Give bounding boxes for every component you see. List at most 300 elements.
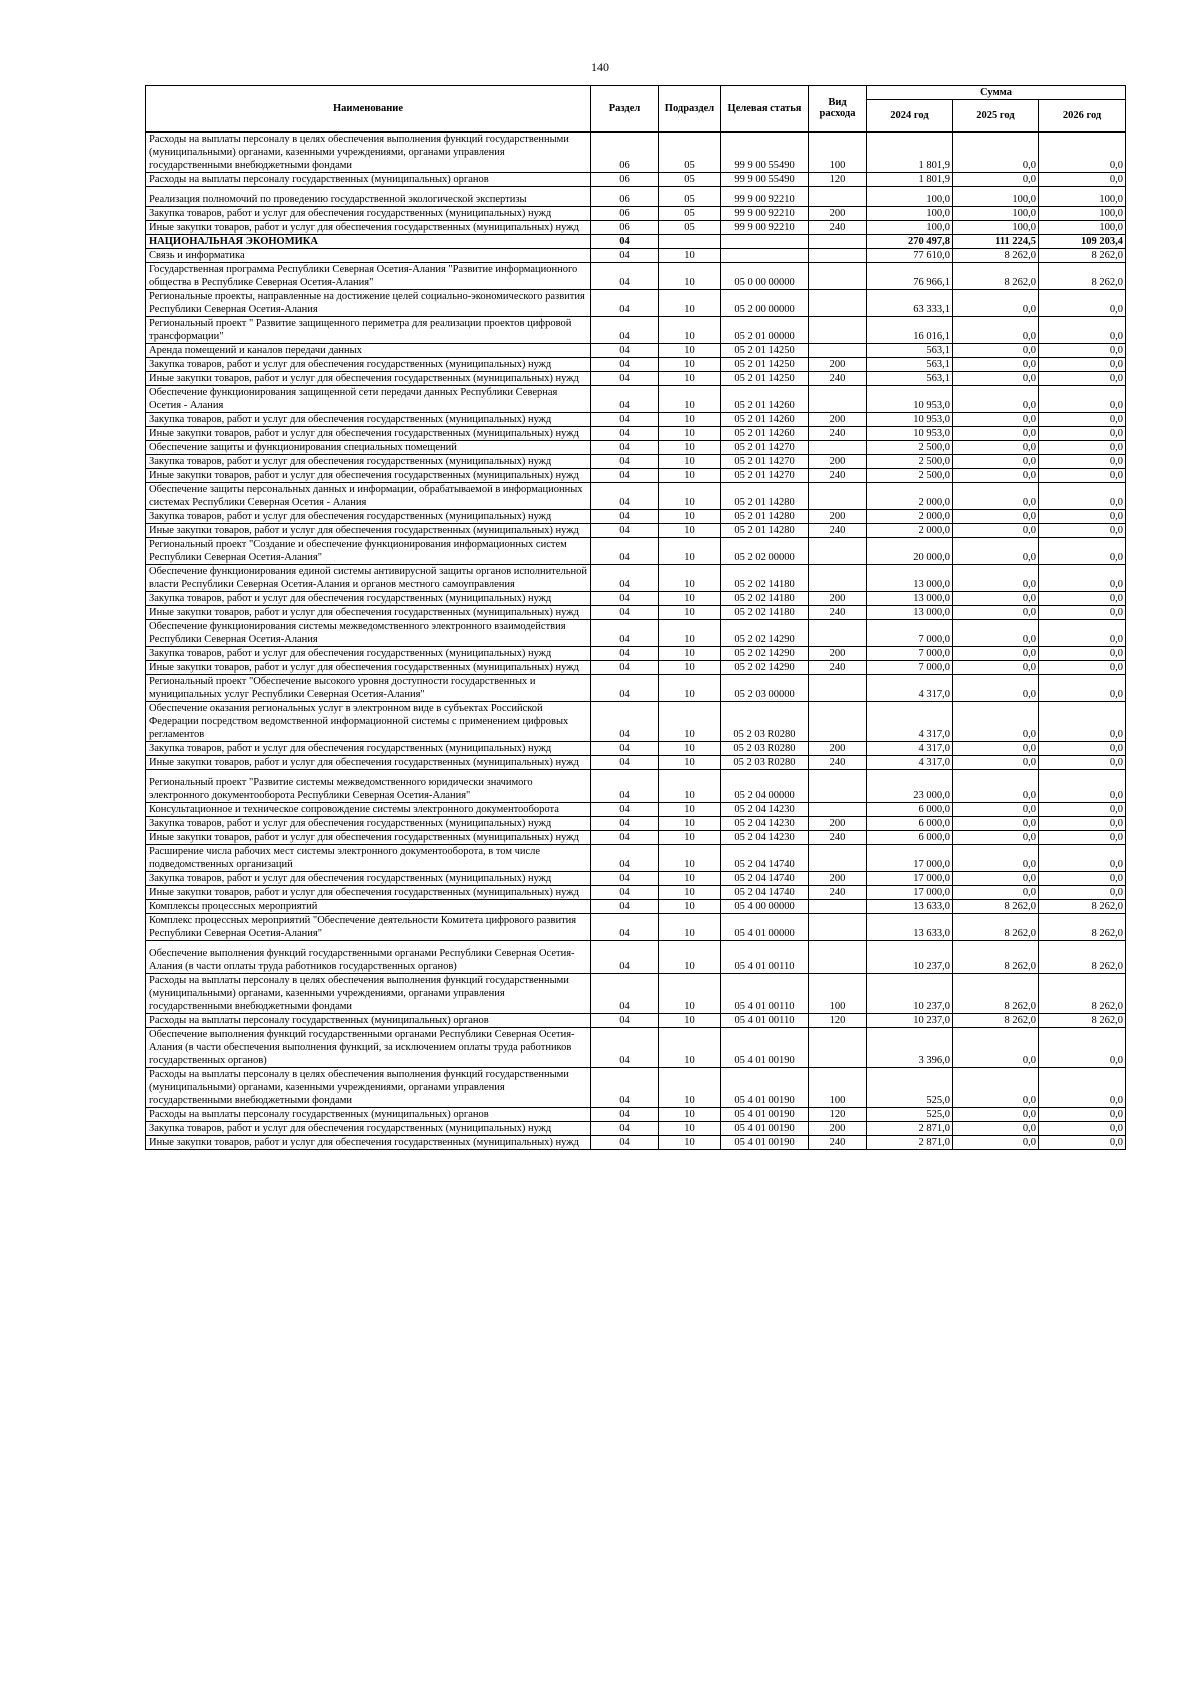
row-2025: 100,0 (953, 206, 1039, 220)
table-row (146, 132, 1126, 173)
row-celevaya: 99 9 00 92210 (721, 206, 809, 220)
row-name: Реализация полномочий по проведению государственной экологической экспертизы (146, 186, 591, 206)
row-razdel: 04 (591, 1013, 659, 1027)
row-celevaya: 05 2 04 00000 (721, 769, 809, 802)
row-name: Региональный проект "Обеспечение высокого уровня доступности государственных и муниципальных услуг Республики Северная Осетия-Алания" (146, 674, 591, 701)
row-podrazdel: 10 (659, 564, 721, 591)
row-2026: 8 262,0 (1039, 262, 1126, 289)
row-podrazdel: 10 (659, 412, 721, 426)
row-2025: 0,0 (953, 468, 1039, 482)
row-vid (809, 289, 867, 316)
table-row (146, 1027, 1126, 1067)
table-row (146, 802, 1126, 816)
row-name: Расширение числа рабочих мест системы электронного документооборота, в том числе подведомственных организаций (146, 844, 591, 871)
row-podrazdel: 05 (659, 220, 721, 234)
row-podrazdel: 10 (659, 289, 721, 316)
row-2026: 0,0 (1039, 1135, 1126, 1149)
row-name: Расходы на выплаты персоналу в целях обеспечения выполнения функций государственными (муниципальными) органами, казенными учреждениями, органами управления государственными внебюджетными фондами (146, 132, 591, 173)
row-2025: 0,0 (953, 646, 1039, 660)
row-vid: 240 (809, 885, 867, 899)
row-2024: 4 317,0 (867, 701, 953, 741)
row-name: Расходы на выплаты персоналу в целях обеспечения выполнения функций государственными (муниципальными) органами, казенными учреждениями, органами управления государственными внебюджетными фондами (146, 973, 591, 1013)
table-row (146, 1121, 1126, 1135)
row-2025: 0,0 (953, 1107, 1039, 1121)
table-row (146, 1067, 1126, 1107)
row-razdel: 04 (591, 385, 659, 412)
row-vid: 200 (809, 816, 867, 830)
row-name: Региональный проект "Развитие системы межведомственного юридически значимого электронного документооборота Республики Северная Осетия-Алания" (146, 769, 591, 802)
row-podrazdel: 10 (659, 913, 721, 940)
row-celevaya: 05 2 02 14180 (721, 591, 809, 605)
row-razdel: 04 (591, 1067, 659, 1107)
row-celevaya: 05 4 01 00110 (721, 940, 809, 973)
row-2025: 0,0 (953, 412, 1039, 426)
row-vid (809, 316, 867, 343)
row-razdel: 04 (591, 357, 659, 371)
row-razdel: 06 (591, 206, 659, 220)
row-2026: 0,0 (1039, 660, 1126, 674)
row-2025: 8 262,0 (953, 913, 1039, 940)
row-podrazdel: 10 (659, 357, 721, 371)
row-razdel: 04 (591, 1121, 659, 1135)
row-2024: 6 000,0 (867, 816, 953, 830)
row-podrazdel: 05 (659, 206, 721, 220)
row-2026: 0,0 (1039, 816, 1126, 830)
row-razdel: 04 (591, 468, 659, 482)
row-2026: 0,0 (1039, 426, 1126, 440)
row-name: Государственная программа Республики Северная Осетия-Алания "Развитие информационного общества в Республике Северная Осетия-Алания" (146, 262, 591, 289)
row-vid (809, 899, 867, 913)
row-vid (809, 343, 867, 357)
row-2026: 0,0 (1039, 1067, 1126, 1107)
row-name: Иные закупки товаров, работ и услуг для обеспечения государственных (муниципальных) нужд (146, 885, 591, 899)
row-name: Региональный проект " Развитие защищенного периметра для реализации проектов цифровой трансформации" (146, 316, 591, 343)
row-vid (809, 537, 867, 564)
row-2025: 0,0 (953, 482, 1039, 509)
table-row (146, 830, 1126, 844)
row-podrazdel: 10 (659, 454, 721, 468)
row-2026: 8 262,0 (1039, 973, 1126, 1013)
row-razdel: 04 (591, 564, 659, 591)
row-celevaya: 05 2 01 14270 (721, 440, 809, 454)
row-podrazdel: 10 (659, 1027, 721, 1067)
row-razdel: 04 (591, 316, 659, 343)
row-2026: 0,0 (1039, 564, 1126, 591)
header-podrazdel: Подраздел (659, 86, 721, 132)
table-row (146, 605, 1126, 619)
row-2024: 563,1 (867, 343, 953, 357)
row-2026: 0,0 (1039, 1107, 1126, 1121)
table-row (146, 816, 1126, 830)
row-name: Закупка товаров, работ и услуг для обеспечения государственных (муниципальных) нужд (146, 871, 591, 885)
row-2025: 0,0 (953, 537, 1039, 564)
row-vid (809, 1027, 867, 1067)
row-razdel: 06 (591, 186, 659, 206)
row-vid: 100 (809, 973, 867, 1013)
row-2026: 0,0 (1039, 482, 1126, 509)
row-podrazdel: 10 (659, 899, 721, 913)
row-2025: 0,0 (953, 591, 1039, 605)
row-razdel: 04 (591, 371, 659, 385)
row-vid: 200 (809, 206, 867, 220)
table-row (146, 385, 1126, 412)
row-name: Расходы на выплаты персоналу государственных (муниципальных) органов (146, 172, 591, 186)
row-2026: 0,0 (1039, 674, 1126, 701)
row-2026: 0,0 (1039, 468, 1126, 482)
row-name: Иные закупки товаров, работ и услуг для обеспечения государственных (муниципальных) нужд (146, 426, 591, 440)
row-vid (809, 802, 867, 816)
table-row (146, 674, 1126, 701)
table-row (146, 660, 1126, 674)
row-2026: 100,0 (1039, 206, 1126, 220)
header-vid: Вид расхода (809, 86, 867, 132)
row-2026: 0,0 (1039, 591, 1126, 605)
row-2025: 0,0 (953, 1135, 1039, 1149)
row-podrazdel: 10 (659, 885, 721, 899)
row-2025: 0,0 (953, 844, 1039, 871)
row-2025: 0,0 (953, 741, 1039, 755)
row-celevaya: 05 2 04 14230 (721, 802, 809, 816)
row-vid: 240 (809, 830, 867, 844)
row-2024: 10 953,0 (867, 412, 953, 426)
row-razdel: 04 (591, 482, 659, 509)
row-vid: 200 (809, 412, 867, 426)
row-celevaya: 05 2 04 14740 (721, 844, 809, 871)
row-2024: 17 000,0 (867, 885, 953, 899)
row-vid (809, 913, 867, 940)
row-razdel: 04 (591, 940, 659, 973)
row-podrazdel: 10 (659, 1013, 721, 1027)
row-celevaya: 99 9 00 92210 (721, 186, 809, 206)
row-2026: 0,0 (1039, 357, 1126, 371)
row-razdel: 04 (591, 509, 659, 523)
row-podrazdel: 10 (659, 619, 721, 646)
row-podrazdel: 10 (659, 248, 721, 262)
table-row (146, 289, 1126, 316)
row-celevaya: 05 2 01 14250 (721, 357, 809, 371)
row-2026: 0,0 (1039, 454, 1126, 468)
row-name: Обеспечение функционирования защищенной сети передачи данных Республики Северная Осетия - Алания (146, 385, 591, 412)
row-name: Иные закупки товаров, работ и услуг для обеспечения государственных (муниципальных) нужд (146, 660, 591, 674)
row-name: Закупка товаров, работ и услуг для обеспечения государственных (муниципальных) нужд (146, 741, 591, 755)
row-vid: 240 (809, 605, 867, 619)
row-vid (809, 186, 867, 206)
row-name: Иные закупки товаров, работ и услуг для обеспечения государственных (муниципальных) нужд (146, 755, 591, 769)
row-2026: 8 262,0 (1039, 1013, 1126, 1027)
row-2025: 8 262,0 (953, 1013, 1039, 1027)
row-2025: 8 262,0 (953, 973, 1039, 1013)
header-2026: 2026 год (1039, 100, 1126, 132)
row-podrazdel: 10 (659, 537, 721, 564)
row-vid: 100 (809, 1067, 867, 1107)
row-vid (809, 385, 867, 412)
row-vid: 100 (809, 132, 867, 173)
row-2025: 0,0 (953, 385, 1039, 412)
row-2025: 0,0 (953, 172, 1039, 186)
row-vid: 120 (809, 1107, 867, 1121)
row-2024: 1 801,9 (867, 172, 953, 186)
row-vid (809, 769, 867, 802)
row-name: Закупка товаров, работ и услуг для обеспечения государственных (муниципальных) нужд (146, 357, 591, 371)
row-vid: 200 (809, 741, 867, 755)
row-razdel: 04 (591, 1027, 659, 1067)
row-2025: 0,0 (953, 802, 1039, 816)
row-2024: 100,0 (867, 206, 953, 220)
table-row (146, 844, 1126, 871)
row-podrazdel: 10 (659, 523, 721, 537)
row-celevaya: 05 4 01 00110 (721, 1013, 809, 1027)
row-2025: 0,0 (953, 316, 1039, 343)
row-razdel: 04 (591, 816, 659, 830)
row-razdel: 04 (591, 973, 659, 1013)
row-celevaya: 99 9 00 55490 (721, 172, 809, 186)
row-vid: 240 (809, 660, 867, 674)
row-2024: 6 000,0 (867, 830, 953, 844)
row-name: Иные закупки товаров, работ и услуг для обеспечения государственных (муниципальных) нужд (146, 371, 591, 385)
row-2024: 4 317,0 (867, 741, 953, 755)
row-2026: 0,0 (1039, 385, 1126, 412)
row-2024: 76 966,1 (867, 262, 953, 289)
row-2025: 0,0 (953, 816, 1039, 830)
row-2024: 2 871,0 (867, 1135, 953, 1149)
row-2026: 0,0 (1039, 769, 1126, 802)
row-razdel: 04 (591, 262, 659, 289)
row-2026: 0,0 (1039, 885, 1126, 899)
row-2024: 2 500,0 (867, 440, 953, 454)
row-podrazdel: 10 (659, 816, 721, 830)
row-name: Закупка товаров, работ и услуг для обеспечения государственных (муниципальных) нужд (146, 412, 591, 426)
header-2024: 2024 год (867, 100, 953, 132)
row-celevaya: 05 4 01 00190 (721, 1067, 809, 1107)
row-celevaya: 05 4 01 00110 (721, 973, 809, 1013)
row-2024: 7 000,0 (867, 619, 953, 646)
row-celevaya: 05 4 00 00000 (721, 899, 809, 913)
row-2025: 0,0 (953, 1027, 1039, 1067)
row-2025: 0,0 (953, 564, 1039, 591)
row-name: Закупка товаров, работ и услуг для обеспечения государственных (муниципальных) нужд (146, 206, 591, 220)
row-2026: 0,0 (1039, 619, 1126, 646)
row-2024: 17 000,0 (867, 871, 953, 885)
table-row (146, 206, 1126, 220)
table-row (146, 523, 1126, 537)
row-razdel: 04 (591, 741, 659, 755)
row-vid: 200 (809, 1121, 867, 1135)
row-2024: 16 016,1 (867, 316, 953, 343)
table-row (146, 1013, 1126, 1027)
row-vid: 200 (809, 871, 867, 885)
row-2025: 0,0 (953, 289, 1039, 316)
row-celevaya: 05 2 01 14280 (721, 482, 809, 509)
row-2024: 100,0 (867, 220, 953, 234)
row-podrazdel: 10 (659, 973, 721, 1013)
row-2025: 0,0 (953, 357, 1039, 371)
table-row (146, 871, 1126, 885)
row-2025: 8 262,0 (953, 262, 1039, 289)
row-celevaya: 05 4 01 00190 (721, 1027, 809, 1067)
row-2025: 0,0 (953, 605, 1039, 619)
row-2024: 7 000,0 (867, 660, 953, 674)
row-2026: 0,0 (1039, 371, 1126, 385)
row-podrazdel: 10 (659, 371, 721, 385)
row-razdel: 06 (591, 220, 659, 234)
row-name: Расходы на выплаты персоналу государственных (муниципальных) органов (146, 1107, 591, 1121)
table-header (146, 86, 1126, 132)
row-podrazdel: 10 (659, 482, 721, 509)
row-podrazdel: 10 (659, 674, 721, 701)
row-podrazdel: 10 (659, 509, 721, 523)
budget-table (145, 85, 1126, 1150)
row-podrazdel: 10 (659, 1135, 721, 1149)
row-2026: 0,0 (1039, 802, 1126, 816)
row-vid (809, 440, 867, 454)
row-name: Комплекс процессных мероприятий "Обеспечение деятельности Комитета цифрового развития Республики Северная Осетия-Алания" (146, 913, 591, 940)
row-2025: 8 262,0 (953, 899, 1039, 913)
row-vid (809, 248, 867, 262)
row-2026: 8 262,0 (1039, 899, 1126, 913)
row-2026: 0,0 (1039, 830, 1126, 844)
row-razdel: 04 (591, 454, 659, 468)
row-name: Закупка товаров, работ и услуг для обеспечения государственных (муниципальных) нужд (146, 1121, 591, 1135)
row-name: Обеспечение выполнения функций государственными органами Республики Северная Осетия-Алания (в части обеспечения выполнения функций, за исключением оплаты труда работников государственных органов) (146, 1027, 591, 1067)
table-row (146, 248, 1126, 262)
row-2026: 0,0 (1039, 412, 1126, 426)
row-name: Региональные проекты, направленные на достижение целей социально-экономического развития Республики Северная Осетия-Алания (146, 289, 591, 316)
row-vid (809, 482, 867, 509)
row-razdel: 04 (591, 646, 659, 660)
row-2024: 2 000,0 (867, 482, 953, 509)
row-razdel: 04 (591, 913, 659, 940)
row-podrazdel: 10 (659, 871, 721, 885)
table-row (146, 412, 1126, 426)
row-razdel: 04 (591, 1107, 659, 1121)
row-razdel: 04 (591, 426, 659, 440)
row-2026: 0,0 (1039, 701, 1126, 741)
table-row (146, 591, 1126, 605)
row-celevaya: 99 9 00 92210 (721, 220, 809, 234)
row-celevaya: 05 2 01 14270 (721, 454, 809, 468)
table-row (146, 234, 1126, 248)
row-2026: 0,0 (1039, 1027, 1126, 1067)
row-celevaya: 05 2 01 14260 (721, 412, 809, 426)
row-2026: 0,0 (1039, 605, 1126, 619)
table-row (146, 940, 1126, 973)
row-name: Связь и информатика (146, 248, 591, 262)
row-podrazdel: 10 (659, 802, 721, 816)
row-2025: 0,0 (953, 440, 1039, 454)
row-celevaya: 05 2 00 00000 (721, 289, 809, 316)
row-celevaya: 05 2 01 14260 (721, 385, 809, 412)
row-name: Закупка товаров, работ и услуг для обеспечения государственных (муниципальных) нужд (146, 591, 591, 605)
row-vid: 200 (809, 454, 867, 468)
row-name: Иные закупки товаров, работ и услуг для обеспечения государственных (муниципальных) нужд (146, 468, 591, 482)
row-2025: 0,0 (953, 371, 1039, 385)
row-2026: 0,0 (1039, 523, 1126, 537)
row-razdel: 04 (591, 871, 659, 885)
row-2024: 10 953,0 (867, 426, 953, 440)
row-celevaya: 05 4 01 00000 (721, 913, 809, 940)
row-name: Консультационное и техническое сопровождение системы электронного документооборота (146, 802, 591, 816)
table-row (146, 343, 1126, 357)
row-razdel: 04 (591, 619, 659, 646)
row-podrazdel: 10 (659, 385, 721, 412)
row-2024: 13 000,0 (867, 591, 953, 605)
row-celevaya: 05 2 04 14740 (721, 885, 809, 899)
row-2024: 13 633,0 (867, 899, 953, 913)
row-2026: 8 262,0 (1039, 940, 1126, 973)
table-row (146, 440, 1126, 454)
row-razdel: 04 (591, 248, 659, 262)
row-2024: 17 000,0 (867, 844, 953, 871)
row-name: Закупка товаров, работ и услуг для обеспечения государственных (муниципальных) нужд (146, 454, 591, 468)
row-podrazdel: 10 (659, 262, 721, 289)
row-2024: 10 237,0 (867, 1013, 953, 1027)
row-name: Закупка товаров, работ и услуг для обеспечения государственных (муниципальных) нужд (146, 646, 591, 660)
table-row (146, 172, 1126, 186)
table-row (146, 646, 1126, 660)
row-razdel: 06 (591, 132, 659, 173)
row-razdel: 04 (591, 899, 659, 913)
row-vid (809, 844, 867, 871)
row-celevaya: 05 2 01 14280 (721, 523, 809, 537)
row-podrazdel: 10 (659, 660, 721, 674)
row-2024: 63 333,1 (867, 289, 953, 316)
row-razdel: 04 (591, 830, 659, 844)
row-razdel: 04 (591, 412, 659, 426)
row-2024: 4 317,0 (867, 674, 953, 701)
row-vid: 240 (809, 1135, 867, 1149)
row-podrazdel: 10 (659, 1067, 721, 1107)
table-row (146, 537, 1126, 564)
row-2026: 0,0 (1039, 741, 1126, 755)
row-razdel: 04 (591, 289, 659, 316)
row-razdel: 04 (591, 537, 659, 564)
row-name: Расходы на выплаты персоналу государственных (муниципальных) органов (146, 1013, 591, 1027)
row-name: Иные закупки товаров, работ и услуг для обеспечения государственных (муниципальных) нужд (146, 220, 591, 234)
row-vid: 240 (809, 426, 867, 440)
row-podrazdel: 10 (659, 440, 721, 454)
row-2025: 0,0 (953, 769, 1039, 802)
header-name: Наименование (146, 86, 591, 132)
table-row (146, 701, 1126, 741)
row-2025: 0,0 (953, 132, 1039, 173)
table-row (146, 899, 1126, 913)
row-2025: 0,0 (953, 660, 1039, 674)
table-row (146, 454, 1126, 468)
row-2025: 0,0 (953, 885, 1039, 899)
row-celevaya: 05 2 01 14270 (721, 468, 809, 482)
row-2026: 8 262,0 (1039, 913, 1126, 940)
row-2026: 100,0 (1039, 220, 1126, 234)
row-celevaya: 05 2 04 14230 (721, 830, 809, 844)
row-razdel: 04 (591, 769, 659, 802)
row-name: Обеспечение выполнения функций государственными органами Республики Северная Осетия-Алания (в части оплаты труда работников государственных органов) (146, 940, 591, 973)
row-2026: 0,0 (1039, 755, 1126, 769)
row-2026: 0,0 (1039, 509, 1126, 523)
row-2025: 0,0 (953, 871, 1039, 885)
row-razdel: 06 (591, 172, 659, 186)
row-2024: 10 237,0 (867, 973, 953, 1013)
row-2025: 8 262,0 (953, 940, 1039, 973)
row-2024: 13 000,0 (867, 605, 953, 619)
row-vid (809, 564, 867, 591)
table-row (146, 885, 1126, 899)
row-2026: 0,0 (1039, 343, 1126, 357)
row-vid: 120 (809, 172, 867, 186)
row-name: Закупка товаров, работ и услуг для обеспечения государственных (муниципальных) нужд (146, 509, 591, 523)
row-2025: 0,0 (953, 619, 1039, 646)
row-celevaya: 05 4 01 00190 (721, 1135, 809, 1149)
row-razdel: 04 (591, 343, 659, 357)
